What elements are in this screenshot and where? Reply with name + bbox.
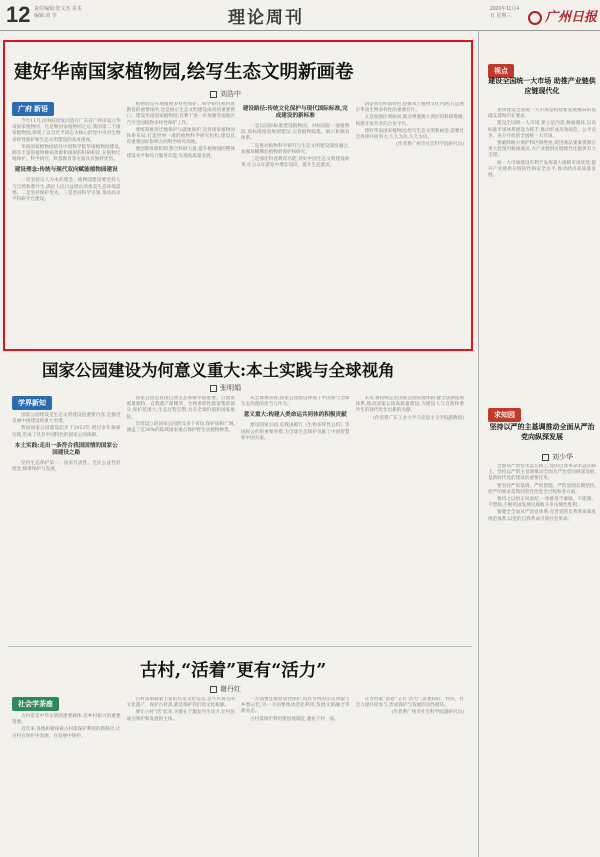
sidebar-body-2: 全面从严治党永远在路上,党的自我革命永远在路上。坚持以严的主基调推动全面从严治党向纵深发展,是新时代党的建设的重要任务。 要坚持严的基调、严的措施、严的氛围长期坚持,把严的要求贯彻到管党治党全过程和各方面。 要持之以恒正风肃纪,一体推进不敢腐、不能腐、不想腐,不断巩固发展反腐败斗争压倒性胜利。 要健全全面从严治党体系,完善党的自我革命制度规范体系,以党的自我革命引领社会革命。 [488, 464, 596, 522]
article1-title[interactable]: 建好华南国家植物园,绘写生态文明新画卷 [14, 62, 354, 83]
issue-date: 2020年11月4日 星期三 [490, 6, 520, 19]
page-number: 12 [6, 2, 31, 27]
sidebar-body-1: 加快建设全国统一大市场是构建新发展格局的基础支撑和内在要求。 建设全国统一大市场,要立足内需,畅通循环,以高标准市场体系建设为抓手,推动形成高效规范、公平竞争、充分开放的全国统一大市场。 要破除地方保护和区域壁垒,促进商品要素资源在更大范围内畅通流动,为产业链供应链现代化提供有力支撑。 统一大市场建设有利于发挥超大规模市场优势,提升产业链供应链韧性和安全水平,推动经济高质量发展。 [488, 108, 596, 179]
newspaper-logo [528, 6, 597, 25]
article3-col-4: 让古村既“活着”又有“活力”,需要政府、村民、社会力量共同参与,形成保护与发展的良性循环。 (作者系广州市社会科学院副研究员) [355, 697, 464, 716]
article1-footer: (作者系广州市社会科学院研究员) [396, 142, 464, 148]
article3-footer: (作者系广州市社会科学院副研究员) [391, 710, 464, 716]
sidebar-badge-1: 视点 [488, 58, 514, 81]
article2-col-3: 从全球视角看,国家公园建设体现了中国参与全球生态治理的担当与作为。 意义重大:构建人类命运共同体的积极贡献 建设国家公园,是我国履行《生物多样性公约》等国际公约的重要举措,为全球生态保护贡献了中国智慧和中国方案。 [241, 396, 350, 441]
article1-byline: 刘浩中 [210, 89, 241, 99]
article2-footer: (作者系广东工业大学马克思主义学院副教授) [373, 415, 464, 421]
article1-badge: 广府 新语 [12, 102, 54, 116]
article2-col-1: 学界新知 国家公园建设是生态文明建设的重要内容,是推进美丽中国建设的重大举措。 我国国家公园建设起步于2013年,经过多年探索实践,形成了具有中国特色的国家公园体制。 本土实践:走出一条符合我国国情的国家公园建设之路 坚持生态保护第一、国家代表性、全民公益性的理念,统筹保护与发展。 [12, 396, 121, 628]
article3-col-1: 社会学茶座 古村落是中华文明的重要载体,是乡村振兴的重要资源。 近年来,各地积极探索古村落保护利用的新路径,让古村在保护中发展、在发展中保护。 [12, 697, 121, 853]
article3-col-3: 一方面要注重原真性保护,留住古村的历史风貌与乡愁记忆;另一方面要推动活化利用,发展文旅融合等新业态。 古村落保护利用要因地制宜,避免千村一面。 [241, 697, 350, 722]
section-title: 理论周刊 [228, 8, 304, 28]
page-header [0, 0, 600, 31]
logo-text: 广州日报 [545, 10, 598, 25]
article3-body [12, 697, 464, 853]
article1-col-1: 广府 新语 今年11月,国务院批复同意在广东省广州市设立华南国家植物园。这是继国家植物园之后,我国第二个国家植物园,体现了以习近平同志为核心的党中央对生物多样性保护和生态文明建设的高度重视。 华南国家植物园依托中国科学院华南植物园建设,拥有丰富的植物种质资源和深厚的科研积淀,在植物迁地保护、科学研究、科普教育等方面具有独特优势。 建设理念:传统与现代双向赋能植物园建设 一是坚持以人为本的理念。植物园建设要坚持人与自然和谐共生,满足人民日益增长的优美生态环境需要。二是坚持保护优先。三是坚持科学引领,推动高水平科研平台建设。 [12, 102, 121, 342]
article1-col-3: 建设路径:传统文化保护与现代国际标准,完成建设的新标准 一是以国际标准建设植物园。对标国际一流植物园,高标准推进规划建设,完善植物收集、展示和保育体系。 二是推动植物科学研究与生态文明建设深度融合,加强珍稀濒危植物的保护和研究。 三是强化科普教育功能,讲好中国生态文明建设故事,让公众在游览中增长知识、提升生态意识。 [241, 106, 350, 169]
column-rule [478, 30, 479, 857]
article2-title[interactable]: 国家公园建设为何意义重大:本土实践与全球视角 [42, 361, 395, 380]
logo-icon [528, 11, 542, 25]
article3-col-2: 古村落承载着丰富的历史文化信息,是不可再生的文化遗产。保护古村落,就是保护我们的文化根脉。 要让古村“活”起来,关键在于激发内生动力,让村民成为保护和发展的主体。 [126, 697, 235, 722]
article1-subhead-1: 建设理念:传统与现代双向赋能植物园建设 [14, 167, 118, 174]
article2-body [12, 396, 464, 628]
article2-byline: 张明娟 [210, 383, 241, 393]
article1-subhead-2: 建设路径:传统文化保护与现代国际标准,完成建设的新标准 [242, 106, 348, 119]
sidebar-byline-2: 刘少华 [542, 452, 573, 462]
article3-badge: 社会学茶座 [12, 697, 59, 711]
article2-subhead-2: 意义重大:构建人类命运共同体的积极贡献 [243, 412, 347, 419]
article1-col-4: 四是突出岭南特色,挖掘本土植物文化内涵,打造展示华南生物多样性的重要名片。 五是加强区域协同,联动粤港澳大湾区的科研资源,构建开放共享的合作平台。 建好华南国家植物园,绘写生态文明新画卷,需要社会各界共同努力,久久为功,久久为功。 (作者系广州市社会科学院研究员) [355, 102, 464, 148]
article2-subhead-1: 本土实践:走出一条符合我国国情的国家公园建设之路 [14, 442, 118, 456]
article2-col-2: 国家公园是我国自然生态系统中最重要、自然景观最独特、自然遗产最精华、生物多样性最富集的部分,保护范围大,生态过程完整,具有全球价值和国家象征。 首批设立的国家公园涉及多个省份,保护面积广阔,涵盖了近30%的陆域国家重点保护野生动植物种类。 [126, 396, 235, 434]
article3-byline: 谢丹红 [210, 684, 241, 694]
article1-col-2: 植物园是开展植物多样性保护、科学研究和科普教育的重要场所,也是展示生态文明建设成果的重要窗口。建设华南国家植物园,有利于进一步加强华南地区乃至全国植物多样性保护工作。 要统筹推进迁地保护与就地保护,完善国家植物园体系布局,打造世界一流的植物科学研究机构,建设具有重要国际影响力的科学研究高地。 要创新体制机制,整合科研力量,提升植物园的整体建设水平和综合服务功能,实现高质量发展。 [126, 102, 235, 159]
sidebar-badge-2: 求知园 [488, 402, 521, 425]
article1-body [12, 102, 464, 342]
editor-info: 责任编辑:张文杰 美术编辑:周 苓 [34, 6, 82, 19]
sidebar-title-1[interactable]: 建设全国统一大市场 助推产业链供应链现代化 [488, 76, 596, 95]
article2-badge: 学界新知 [12, 396, 52, 410]
section-divider [8, 646, 472, 647]
sidebar-title-2[interactable]: 坚持以严的主基调推动全面从严治党向纵深发展 [489, 422, 595, 441]
article2-col-4: 未来,要持续完善国家公园管理体制,健全法律法规体系,推动国家公园高质量建设,为建设人与自然和谐共生的现代化作出新的贡献。 (作者系广东工业大学马克思主义学院副教授) [355, 396, 464, 421]
article3-title[interactable]: 古村,“活着”更有“活力” [140, 661, 327, 681]
